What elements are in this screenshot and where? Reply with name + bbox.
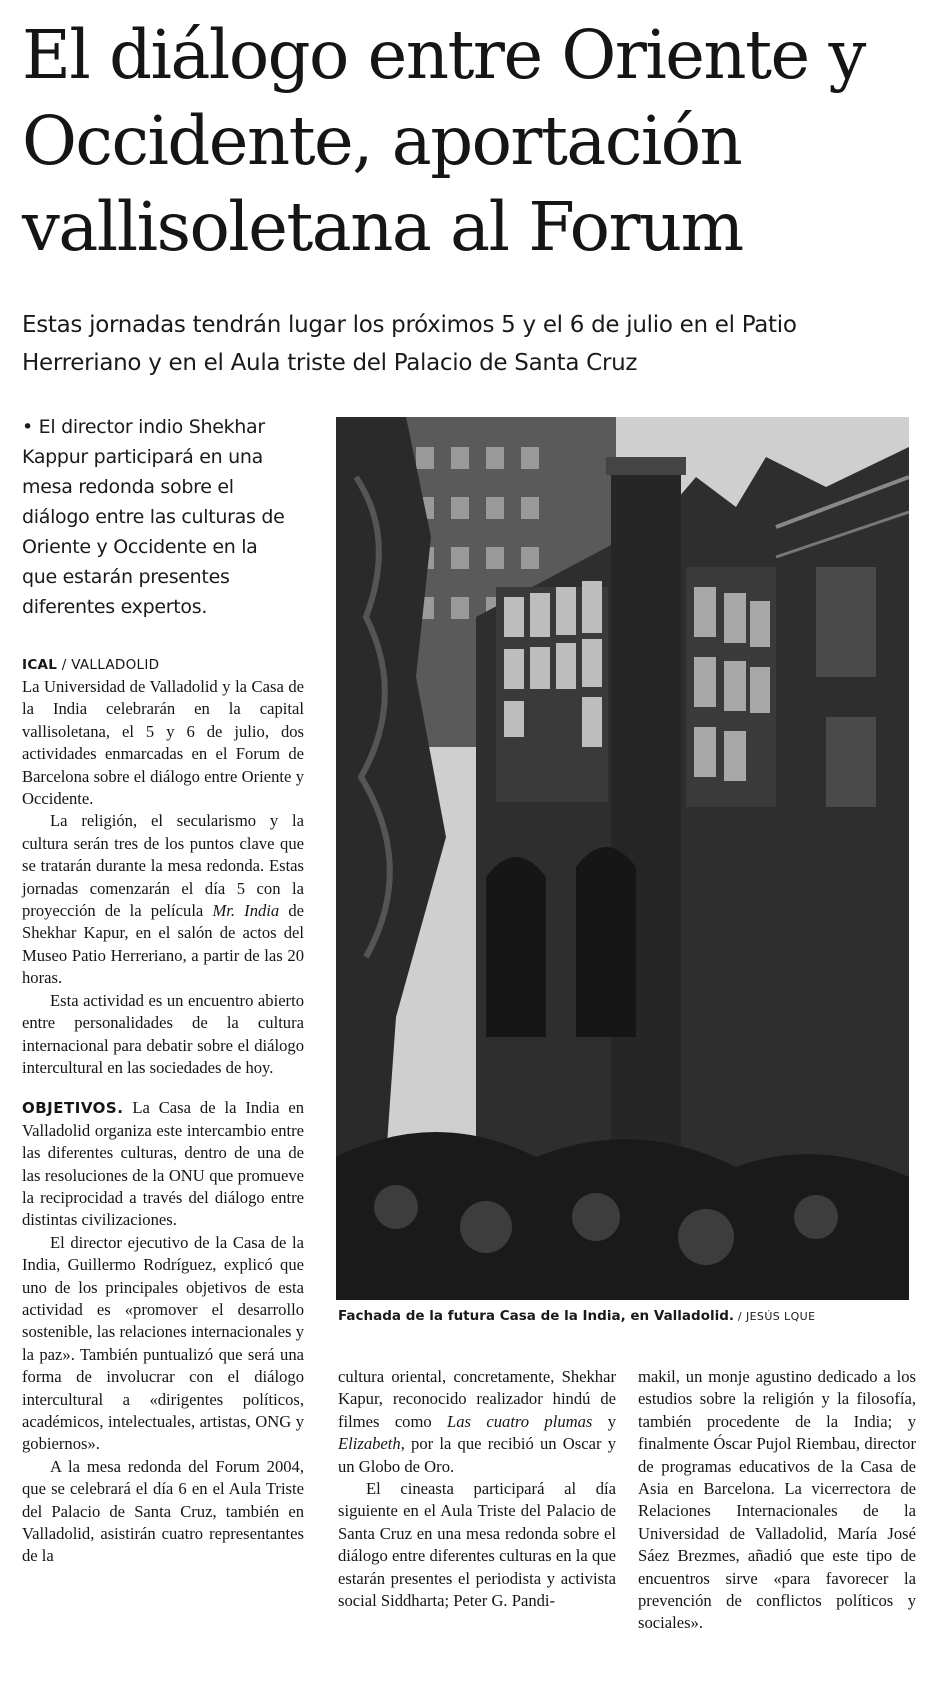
article-paragraph: Esta actividad es un encuentro abierto entre personalidades de la cultura internacional para debatir sobre el diálogo intercultural en las sociedades de hoy.	[22, 990, 304, 1077]
photo-credit: JESÚS LQUE	[745, 1310, 816, 1323]
article-paragraph: OBJETIVOS. La Casa de la India en Valladolid organiza este intercambio entre las diferentes culturas, dentro de una de las resoluciones de la ONU que promueve la reciprocidad a través del diálogo entre distintas civilizaciones.	[22, 1098, 304, 1230]
credit-separator: /	[734, 1310, 746, 1323]
article-column-2	[338, 1366, 616, 1612]
article-paragraph: El cineasta participará al día siguiente en el Aula Triste del Palacio de Santa Cruz en una mesa redonda sobre el diálogo entre diferentes culturas en la que estarán presentes el periodista y activista social Siddharta; Peter G. Pandi-	[338, 1479, 616, 1611]
article-paragraph: makil, un monje agustino dedicado a los estudios sobre la religión y la filosofía, también procedente de la India; y finalmente Óscar Pujol Riembau, director de programas educativos de la Casa de Asia en Barcelona. La vicerrectora de Relaciones Internacionales de la Universidad de Valladolid, María José Sáez Brezmes, añadió que este tipo de encuentros sirve «para favorecer la prevención de conflictos políticos y sociales».	[638, 1367, 916, 1633]
caption-text: Fachada de la futura Casa de la India, en Valladolid.	[338, 1308, 735, 1324]
article-paragraph: La Universidad de Valladolid y la Casa de la India celebrarán en la capital vallisoletana, el 5 y 6 de julio, dos actividades enmarcadas en el Forum de Barcelona sobre el diálogo entre Oriente y Occidente.	[22, 677, 304, 809]
article-paragraph: La religión, el secularismo y la cultura serán tres de los puntos clave que se tratarán durante la mesa redonda. Estas jornadas comenzarán el día 5 con la proyección de la película Mr. India de Shekhar Kapur, en el salón de actos del Museo Patio Herreriano, a partir de las 20 horas.	[22, 811, 305, 988]
article-column-1	[22, 654, 304, 1568]
dateline-separator: /	[57, 657, 72, 673]
headline: El diálogo entre Oriente y Occidente, aportación vallisoletana al Forum	[22, 16, 865, 266]
dateline	[22, 654, 304, 676]
article-paragraph: A la mesa redonda del Forum 2004, que se celebrará el día 6 en el Aula Triste del Palacio de Santa Cruz, también en Valladolid, asistirán cuatro representantes de la	[22, 1456, 304, 1566]
dateline-city: VALLADOLID	[71, 657, 160, 673]
film-title: Las cuatro plumas	[447, 1411, 593, 1431]
film-title: Mr. India	[212, 901, 280, 921]
article-paragraph: El director ejecutivo de la Casa de la India, Guillermo Rodríguez, explicó que uno de los principales objetivos de esta actividad es «promover el desarrollo sostenible, las relaciones internacionales y la paz». También puntualizó que será una forma de involucrar con el diálogo intercultural a «dirigentes políticos, académicos, intelectuales, artistas, ONG y gobiernos».	[22, 1232, 304, 1454]
article-column-3	[638, 1366, 916, 1635]
article-paragraph: cultura oriental, concretamente, Shekhar Kapur, reconocido realizador hindú de filmes como Las cuatro plumas y Elizabeth, por la que recibió un Oscar y un Globo de Oro.	[338, 1367, 616, 1476]
dateline-agency: ICAL	[22, 657, 58, 673]
subheadline: Estas jornadas tendrán lugar los próximos 5 y el 6 de julio en el Patio Herreriano y en el Aula triste del Palacio de Santa Cruz	[22, 312, 797, 376]
intertitle: OBJETIVOS.	[22, 1099, 124, 1118]
photo-caption	[338, 1306, 918, 1327]
building-photo	[336, 417, 909, 1300]
summary-bullet: • El director indio Shekhar Kappur participará en una mesa redonda sobre el diálogo entre las culturas de Oriente y Occidente en la que estarán presentes diferentes expertos.	[22, 416, 285, 618]
film-title: Elizabeth	[338, 1434, 401, 1454]
